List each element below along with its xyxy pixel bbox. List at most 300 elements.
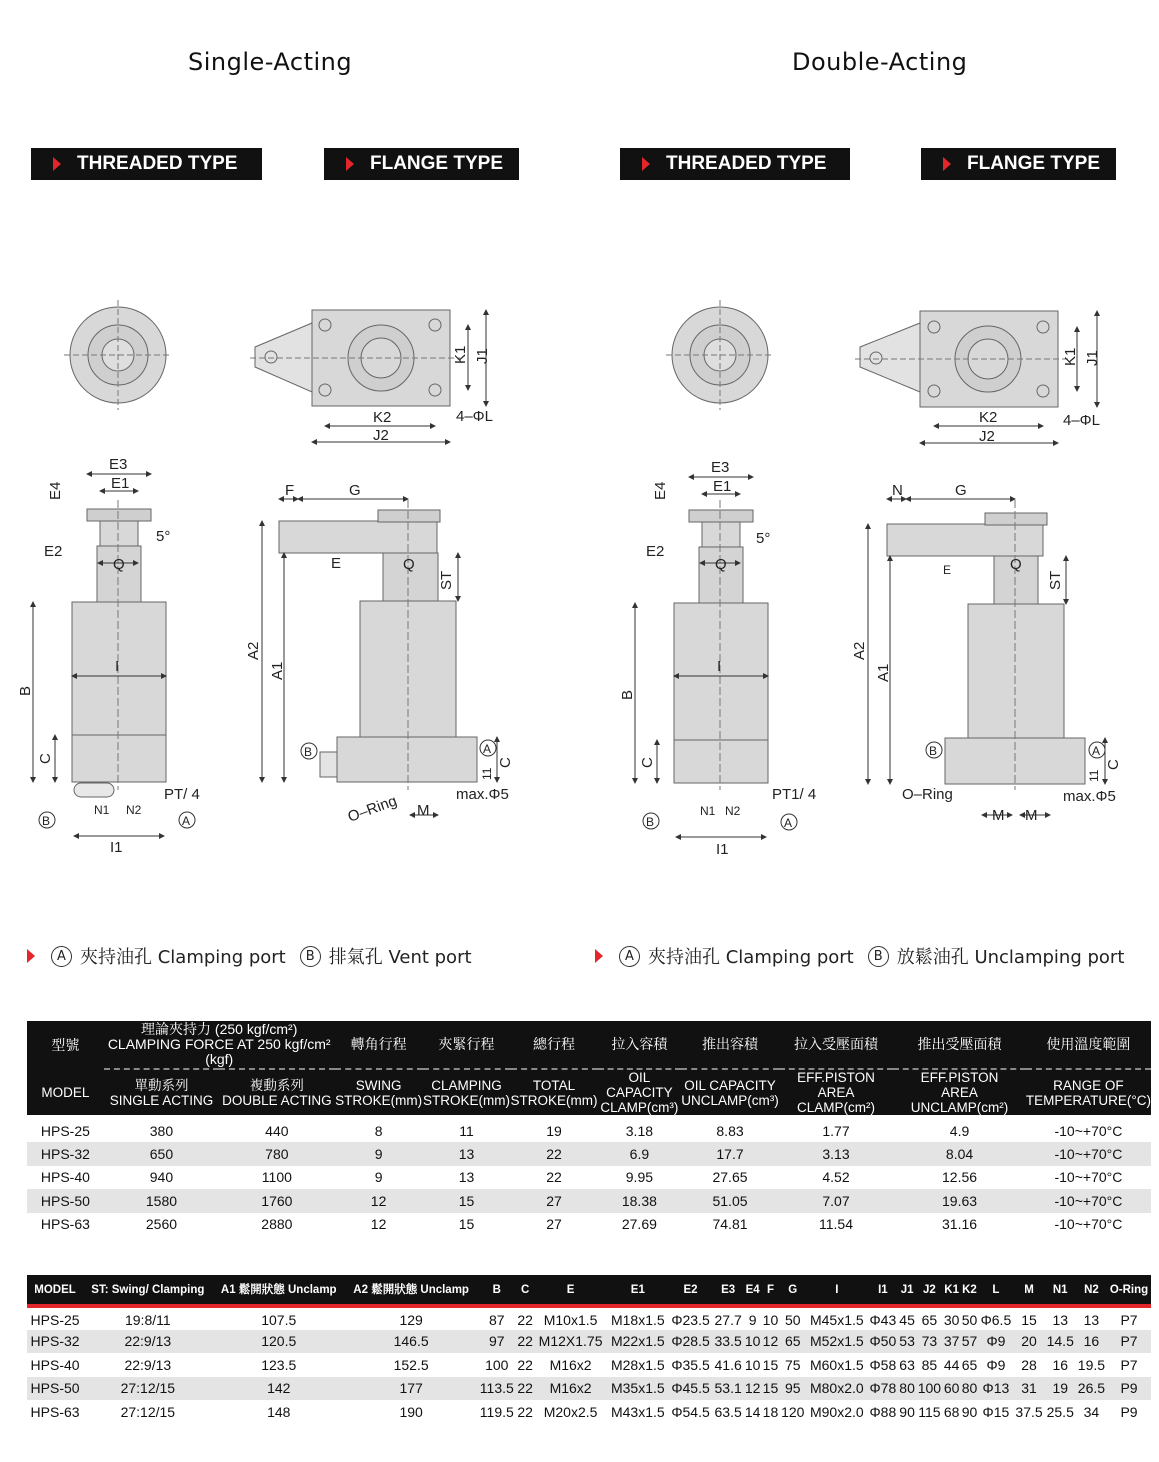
table-cell: M12X1.75 [534,1330,607,1354]
table-cell: 177 [345,1377,477,1401]
table-cell: 80 [898,1377,916,1401]
table-cell: 27.7 [714,1312,742,1329]
th-total-1: TOTAL [532,1077,576,1093]
table-cell: 2560 [145,1216,178,1233]
table-cell: 120.5 [213,1330,345,1354]
th-oc-2: CLAMP(cm³) [600,1100,679,1115]
table-cell: 940 [149,1169,174,1186]
table-cell: 22 [517,1403,533,1420]
th-single-en: SINGLE ACTING [109,1092,214,1108]
table-cell: 25.5 [1046,1403,1074,1420]
table-cell: Φ6.5 [980,1312,1012,1329]
column-header: ST: Swing/ Clamping [83,1275,212,1306]
th-model-zh: 型號 [27,1021,104,1069]
column-header: K2 [961,1275,979,1306]
label-K1: K1 [452,345,469,364]
port-A-flange: A [483,742,492,756]
label-max5: max.Φ5 [456,786,509,803]
table-cell: 27:12/15 [120,1403,176,1420]
label-A2-d: A2 [851,641,868,660]
label-5deg: 5° [156,528,171,545]
label-max5-d: max.Φ5 [1063,788,1116,805]
table-cell: 13 [458,1169,475,1186]
table-cell: 10 [762,1312,779,1329]
th-swing [335,1069,423,1115]
label-N1: N1 [94,803,110,817]
label-oring: O–Ring [345,792,400,826]
table-cell: 120 [781,1403,805,1420]
label-Q-d: Q [715,556,727,573]
table-cell: 11 [459,1122,474,1139]
label-A1: A1 [269,661,286,680]
table-cell: M60x1.5 [809,1356,864,1373]
label-B-d: B [619,689,636,700]
label-J1-d: J1 [1084,350,1101,366]
table-row [27,1189,1151,1213]
column-header: L [978,1275,1013,1306]
th-temp-zh: 使用溫度範圍 [1026,1021,1151,1069]
table-cell: 12 [762,1330,780,1354]
table-cell: 30 [943,1312,960,1329]
table-cell: 90 [899,1403,915,1420]
label-K1-d: K1 [1062,347,1079,366]
label-E3: E3 [109,456,128,473]
table-cell: 1.77 [822,1122,850,1139]
column-header: E4 [744,1275,762,1306]
table-cell: 10 [744,1330,762,1354]
column-header: J2 [916,1275,943,1306]
dimension-table-header [27,1275,1151,1306]
table-cell: 100 [916,1377,943,1401]
table-cell: 113.5 [477,1377,516,1401]
table-cell: 12 [744,1377,762,1401]
table-cell: 19:8/11 [124,1312,171,1329]
tag-label: THREADED TYPE [77,153,238,174]
label-11-d: 11 [1087,769,1101,782]
double-acting-title: Double-Acting [792,48,968,76]
model-cell: HPS-40 [30,1356,80,1373]
table-cell: 50 [784,1312,801,1329]
table-row [27,1400,1151,1424]
table-cell: Φ9 [978,1330,1013,1354]
table-cell: 53.1 [713,1377,744,1401]
single-threaded-top-view [64,300,172,410]
label-PT14: PT1/ 4 [772,786,817,803]
port-B-flange: B [304,745,313,759]
single-flange-top-view [250,310,460,406]
table-cell: Φ54.5 [671,1403,710,1420]
th-oc-1: OIL CAPACITY [606,1070,673,1100]
table-cell: Φ23.5 [671,1312,710,1329]
table-cell: 17.7 [681,1142,779,1166]
th-total-2: STROKE(mm) [510,1092,598,1108]
th-au-1: EFF.PISTON [920,1070,999,1085]
table-cell: 2880 [261,1216,293,1233]
table-cell: 146.5 [345,1330,477,1354]
table-cell: 44 [943,1356,960,1373]
table-cell: -10~+70°C [1054,1216,1123,1233]
table-cell: -10~+70°C [1054,1169,1123,1186]
table-cell: P9 [1107,1377,1151,1401]
table-cell: Φ78 [868,1377,899,1401]
column-header: B [477,1275,516,1306]
table-cell: Φ28.5 [669,1330,713,1354]
label-E1-d: E1 [713,478,732,495]
table-cell: 80 [961,1377,979,1401]
label-Q-flange: Q [403,556,415,573]
table-cell: 16 [1076,1330,1107,1354]
label-E: E [331,555,342,572]
table-cell: 440 [265,1122,289,1139]
table-cell: 74.81 [712,1216,748,1233]
table-cell: 68 [943,1403,960,1420]
column-header: E2 [669,1275,713,1306]
table-cell: 15 [423,1189,511,1213]
table-cell: 19.63 [893,1189,1026,1213]
table-cell: 780 [219,1142,335,1166]
table-cell: 3.13 [779,1142,893,1166]
table-cell: 100 [485,1356,509,1373]
table-cell: 22 [517,1312,533,1329]
table-cell: Φ9 [986,1356,1006,1373]
label-G: G [349,482,361,499]
th-oil-clamp [598,1069,682,1115]
table-cell: P7 [1120,1356,1138,1373]
model-cell: HPS-40 [40,1169,90,1186]
legend-double [595,942,1124,970]
table-cell: 10 [744,1356,761,1373]
column-header: O-Ring [1107,1275,1151,1306]
model-cell: HPS-63 [40,1216,90,1233]
table-cell: 20 [1013,1330,1044,1354]
table-cell: 97 [477,1330,516,1354]
model-cell: HPS-50 [27,1377,83,1401]
label-4L-d: 4–ΦL [1063,412,1100,429]
table-row [27,1306,1151,1330]
table-cell: 13 [1052,1312,1069,1329]
label-E2: E2 [44,543,63,560]
table-cell: 27.69 [621,1216,657,1233]
table-cell: 65 [961,1356,978,1373]
column-header: I1 [868,1275,899,1306]
label-N1-d: N1 [700,804,716,818]
th-clamping-force [104,1021,335,1069]
table-cell: -10~+70°C [1054,1122,1123,1139]
table-cell: M52x1.5 [806,1330,867,1354]
label-E2-d: E2 [646,543,665,560]
port-b-circle: B [300,946,321,967]
th-double-acting [219,1069,335,1115]
column-header: N2 [1076,1275,1107,1306]
label-PT4: PT/ 4 [164,786,200,803]
table-cell: 142 [213,1377,345,1401]
label-Q-fd: Q [1010,556,1022,573]
th-temp-2: TEMPERATURE(°C) [1025,1092,1151,1108]
single-acting-title: Single-Acting [188,48,353,76]
label-4L: 4–ΦL [456,408,493,425]
table-cell: 13 [1083,1312,1100,1329]
th-ac-2: AREA CLAMP(cm²) [797,1085,875,1115]
table-cell: Φ88 [869,1403,897,1420]
table-cell: 1760 [219,1189,335,1213]
port-B-d: B [646,815,655,829]
label-A2: A2 [245,641,262,660]
table-cell: 60 [943,1377,961,1401]
th-clamp-2: STROKE(mm) [423,1092,511,1108]
label-C-d: C [639,757,656,768]
label-E4: E4 [47,481,64,500]
table-cell: 53 [898,1330,916,1354]
table-cell: 148 [267,1403,291,1420]
table-cell: 14.5 [1045,1330,1076,1354]
table-cell: 27 [511,1189,598,1213]
table-row [27,1330,1151,1354]
column-header: E3 [713,1275,744,1306]
table-cell: 650 [104,1142,219,1166]
table-cell: Φ15 [982,1403,1010,1420]
th-area-unclamp [893,1069,1026,1115]
table-cell: 75 [784,1356,801,1373]
table-row [27,1213,1151,1237]
column-header: A1 鬆開狀態 Unclamp [213,1275,345,1306]
table-cell: M28x1.5 [610,1356,665,1373]
label-M-d1: M [992,807,1005,824]
table-cell: 34 [1083,1403,1100,1420]
column-header: J1 [898,1275,916,1306]
table-cell: 12.56 [942,1169,978,1186]
table-cell: 41.6 [714,1356,742,1373]
table-cell: 37 [943,1330,961,1354]
table-cell: M10x1.5 [543,1312,598,1329]
table-cell: 15 [762,1377,780,1401]
table-cell: 19.5 [1077,1356,1106,1373]
label-E-d: E [943,563,952,577]
label-M-d2: M [1025,807,1038,824]
label-I1: I1 [110,839,123,856]
table-cell: 50 [961,1312,978,1329]
table-cell: 22 [516,1377,534,1401]
table-cell: 22 [511,1142,598,1166]
table-cell: 190 [399,1403,423,1420]
label-oring-d: O–Ring [902,786,953,803]
th-oil-clamp-zh: 拉入容積 [598,1021,682,1069]
th-model: MODEL [27,1069,104,1115]
table-cell: 27.65 [712,1169,748,1186]
table-row [27,1115,1151,1142]
port-a-circle: A [51,946,72,967]
table-cell: 9 [335,1142,423,1166]
table-cell: M20x2.5 [543,1403,598,1420]
table-cell: 1100 [261,1169,292,1186]
clamping-port-label: 夾持油孔 Clamping port [648,947,854,968]
arrow-right-icon [27,949,35,963]
column-header: K1 [943,1275,961,1306]
table-cell: M18x1.5 [610,1312,665,1329]
double-threaded-top-view [666,300,774,410]
table-cell: 18.38 [598,1189,682,1213]
th-clamping [423,1069,511,1115]
table-cell: 15 [1021,1312,1037,1329]
column-header: I [806,1275,867,1306]
table-cell: 90 [961,1403,978,1420]
table-cell: 119.5 [479,1403,514,1420]
table-cell: M22x1.5 [607,1330,668,1354]
column-header: N1 [1045,1275,1076,1306]
label-F: F [285,482,295,499]
table-cell: 16 [1052,1356,1069,1373]
column-header: C [516,1275,534,1306]
table-cell: M80x2.0 [806,1377,867,1401]
table-row [27,1377,1151,1401]
th-area-clamp [779,1069,893,1115]
table-cell: 19 [546,1122,562,1139]
label-N2: N2 [126,803,142,817]
tag-label: FLANGE TYPE [967,153,1101,174]
th-clamp-1: CLAMPING [431,1077,502,1093]
th-temp-1: RANGE OF [1053,1077,1124,1093]
th-swing-zh: 轉角行程 [335,1021,423,1069]
th-single-acting [104,1069,219,1115]
th-double-en: DOUBLE ACTING [222,1092,332,1108]
th-clamping-zh: 理論夾持力 (250 kgf/cm²) [141,1021,298,1037]
table-cell: 22 [517,1356,533,1373]
table-cell: 6.9 [598,1142,682,1166]
table-cell: 95 [779,1377,806,1401]
table-cell: 8.83 [716,1122,744,1139]
label-E1: E1 [111,475,130,492]
label-C-fd: C [1105,759,1122,770]
table-cell: 85 [921,1356,938,1373]
th-ou-2: UNCLAMP(cm³) [681,1092,779,1108]
port-A-fd: A [1092,744,1101,758]
table-row [27,1166,1151,1190]
table-cell: 27 [546,1216,562,1233]
unclamping-port-label: 放鬆油孔 Unclamping port [896,947,1125,968]
table-cell: Φ45.5 [669,1377,713,1401]
model-cell: HPS-25 [40,1122,90,1139]
column-header: E [534,1275,607,1306]
port-B-label: B [42,814,51,828]
spec-table [27,1021,1151,1236]
label-A1-d: A1 [875,663,892,682]
table-cell: 73 [916,1330,943,1354]
model-cell: HPS-25 [30,1312,80,1329]
table-cell: 8.04 [893,1142,1026,1166]
label-J1: J1 [474,348,491,364]
table-cell: M35x1.5 [607,1377,668,1401]
table-cell: 22 [516,1330,534,1354]
label-N-d: N [892,482,903,499]
table-cell: 15 [458,1216,475,1233]
double-flange-top-view [855,311,1068,407]
label-I: I [115,658,120,675]
label-K2-d: K2 [979,409,998,426]
column-header: F [762,1275,780,1306]
table-cell: 65 [921,1312,938,1329]
table-cell: 380 [149,1122,174,1139]
table-cell: 26.5 [1076,1377,1107,1401]
th-double-zh: 複動系列 [249,1077,304,1093]
table-cell: P9 [1120,1403,1138,1420]
table-cell: 12 [335,1189,423,1213]
table-cell: 63.5 [714,1403,742,1420]
th-total-zh: 總行程 [511,1021,598,1069]
label-Q: Q [113,556,125,573]
model-cell: HPS-50 [27,1189,104,1213]
column-header: G [779,1275,806,1306]
table-cell: 7.07 [779,1189,893,1213]
table-cell: 28 [1021,1356,1037,1373]
label-G-d: G [955,482,967,499]
double-flange-side-view [887,500,1085,790]
label-I-d: I [717,658,722,675]
column-header: M [1013,1275,1044,1306]
clamping-port-label: 夾持油孔 Clamping port [80,947,286,968]
column-header: A2 鬆開狀態 Unclamp [345,1275,477,1306]
label-ST: ST [438,570,455,590]
table-cell: 13 [423,1142,511,1166]
table-cell: 22:9/13 [124,1356,172,1373]
spec-table-body [27,1115,1151,1236]
port-a-circle: A [619,946,640,967]
table-cell: 15 [762,1356,779,1373]
th-ac-1: EFF.PISTON [797,1070,875,1085]
model-cell: HPS-63 [30,1403,80,1420]
table-cell: 107.5 [261,1312,297,1329]
table-cell: P7 [1107,1330,1151,1354]
table-cell: -10~+70°C [1026,1142,1151,1166]
double-threaded-side-view [674,500,771,790]
table-cell: Φ35.5 [671,1356,710,1373]
tag-label: FLANGE TYPE [370,153,504,174]
th-total [511,1069,598,1115]
th-clamp-zh: 夾緊行程 [423,1021,511,1069]
table-cell: M90x2.0 [809,1403,864,1420]
table-cell: 87 [488,1312,505,1329]
table-cell: 3.18 [625,1122,654,1139]
label-J2-d: J2 [979,428,995,445]
table-cell: M16x2 [549,1356,592,1373]
label-I1-d: I1 [716,841,729,858]
port-A-label: A [182,814,191,828]
label-E3-d: E3 [711,459,730,476]
th-oil-unclamp-zh: 推出容積 [681,1021,779,1069]
model-cell: HPS-32 [27,1330,83,1354]
single-threaded-side-view [72,500,166,797]
table-cell: 27:12/15 [83,1377,212,1401]
table-cell: 33.5 [713,1330,744,1354]
th-ou-1: OIL CAPACITY [684,1077,776,1093]
table-cell: 12 [370,1216,387,1233]
table-cell: 9.95 [625,1169,654,1186]
label-C-flange: C [497,757,514,768]
table-row [27,1142,1151,1166]
th-swing-1: SWING [355,1077,402,1093]
label-5deg-d: 5° [756,530,771,547]
table-cell: 31 [1013,1377,1044,1401]
table-cell: 37.5 [1015,1403,1043,1420]
th-clamping-en: CLAMPING FORCE AT 250 kgf/cm² (kgf) [107,1036,331,1067]
label-E4-d: E4 [652,481,669,500]
table-cell: 65 [779,1330,806,1354]
dimension-table-body [27,1306,1151,1424]
table-cell: 19 [1045,1377,1076,1401]
label-B: B [17,685,34,696]
th-au-2: AREA UNCLAMP(cm²) [910,1085,1009,1115]
model-cell: HPS-32 [27,1142,104,1166]
tag-label: THREADED TYPE [666,153,827,174]
column-header: E1 [607,1275,668,1306]
